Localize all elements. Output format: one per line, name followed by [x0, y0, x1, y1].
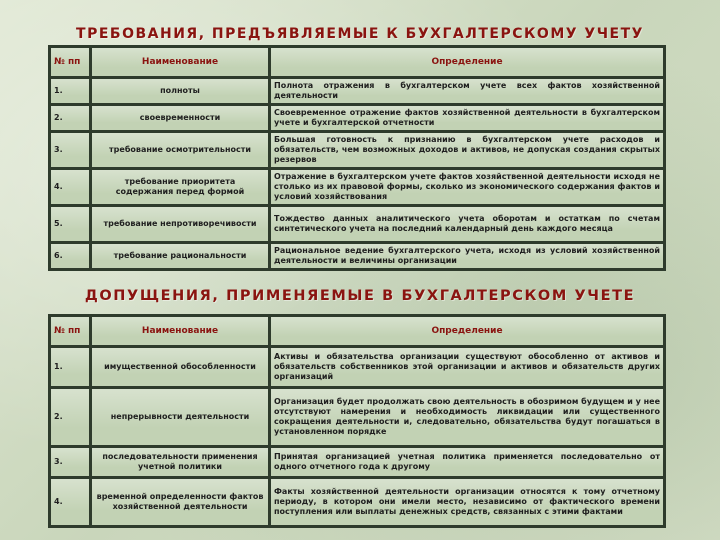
table-row [51, 133, 663, 167]
table-row [51, 348, 663, 386]
requirements-table [48, 45, 666, 271]
row-num: 3. [51, 133, 89, 167]
header-num: № пп [51, 48, 89, 76]
row-num: 1. [51, 79, 89, 103]
table-row [51, 448, 663, 476]
header-name: Наименование [92, 48, 268, 76]
table-row [51, 479, 663, 525]
row-name: временной определенности фактов хозяйственной деятельности [92, 479, 268, 525]
row-definition: Своевременное отражение фактов хозяйственной деятельности в бухгалтерском учете и бухгалтерской отчетности [271, 106, 663, 130]
row-definition: Организация будет продолжать свою деятельность в обозримом будущем и у нее отсутствуют намерения и необходимость ликвидации или существенного сокращения деятельности и, следовательно, обязательства будут погашаться в установленном порядке [271, 389, 663, 445]
table-row [51, 207, 663, 241]
assumptions-table [48, 314, 666, 528]
row-num: 3. [51, 448, 89, 476]
row-definition: Тождество данных аналитического учета оборотам и остаткам по счетам синтетического учета на последний календарный день каждого месяца [271, 207, 663, 241]
table-row [51, 106, 663, 130]
row-num: 2. [51, 389, 89, 445]
row-name: требование приоритета содержания перед формой [92, 170, 268, 204]
header-definition: Определение [271, 48, 663, 76]
table-header-row [51, 317, 663, 345]
header-name: Наименование [92, 317, 268, 345]
row-definition: Большая готовность к признанию в бухгалтерском учете расходов и обязательств, чем возможных доходов и активов, не допуская создания скрытых резервов [271, 133, 663, 167]
row-definition: Полнота отражения в бухгалтерском учете всех фактов хозяйственной деятельности [271, 79, 663, 103]
row-name: своевременности [92, 106, 268, 130]
table-row [51, 170, 663, 204]
header-definition: Определение [271, 317, 663, 345]
row-num: 4. [51, 479, 89, 525]
table-row [51, 79, 663, 103]
row-num: 6. [51, 244, 89, 268]
row-num: 5. [51, 207, 89, 241]
row-num: 1. [51, 348, 89, 386]
row-name: требование осмотрительности [92, 133, 268, 167]
row-num: 2. [51, 106, 89, 130]
row-name: требование рациональности [92, 244, 268, 268]
header-num: № пп [51, 317, 89, 345]
row-num: 4. [51, 170, 89, 204]
row-definition: Активы и обязательства организации существуют обособленно от активов и обязательств собственников этой организации и активов и обязательств других организаций [271, 348, 663, 386]
row-name: последовательности применения учетной политики [92, 448, 268, 476]
row-name: полноты [92, 79, 268, 103]
row-definition: Принятая организацией учетная политика применяется последовательно от одного отчетного года к другому [271, 448, 663, 476]
assumptions-title: ДОПУЩЕНИЯ, ПРИМЕНЯЕМЫЕ В БУХГАЛТЕРСКОМ УЧЕТЕ [84, 288, 636, 304]
row-definition: Факты хозяйственной деятельности организации относятся к тому отчетному периоду, в котором они имели место, независимо от фактического времени поступления или выплаты денежных средств, связанных с этими фактами [271, 479, 663, 525]
row-definition: Рациональное ведение бухгалтерского учета, исходя из условий хозяйственной деятельности и величины организации [271, 244, 663, 268]
table-row [51, 244, 663, 268]
requirements-title: ТРЕБОВАНИЯ, ПРЕДЪЯВЛЯЕМЫЕ К БУХГАЛТЕРСКОМУ УЧЕТУ [76, 26, 644, 42]
table-row [51, 389, 663, 445]
row-name: требование непротиворечивости [92, 207, 268, 241]
row-name: имущественной обособленности [92, 348, 268, 386]
table-header-row [51, 48, 663, 76]
row-name: непрерывности деятельности [92, 389, 268, 445]
row-definition: Отражение в бухгалтерском учете фактов хозяйственной деятельности исходя не столько из их правовой формы, сколько из экономического содержания фактов и условий хозяйствования [271, 170, 663, 204]
